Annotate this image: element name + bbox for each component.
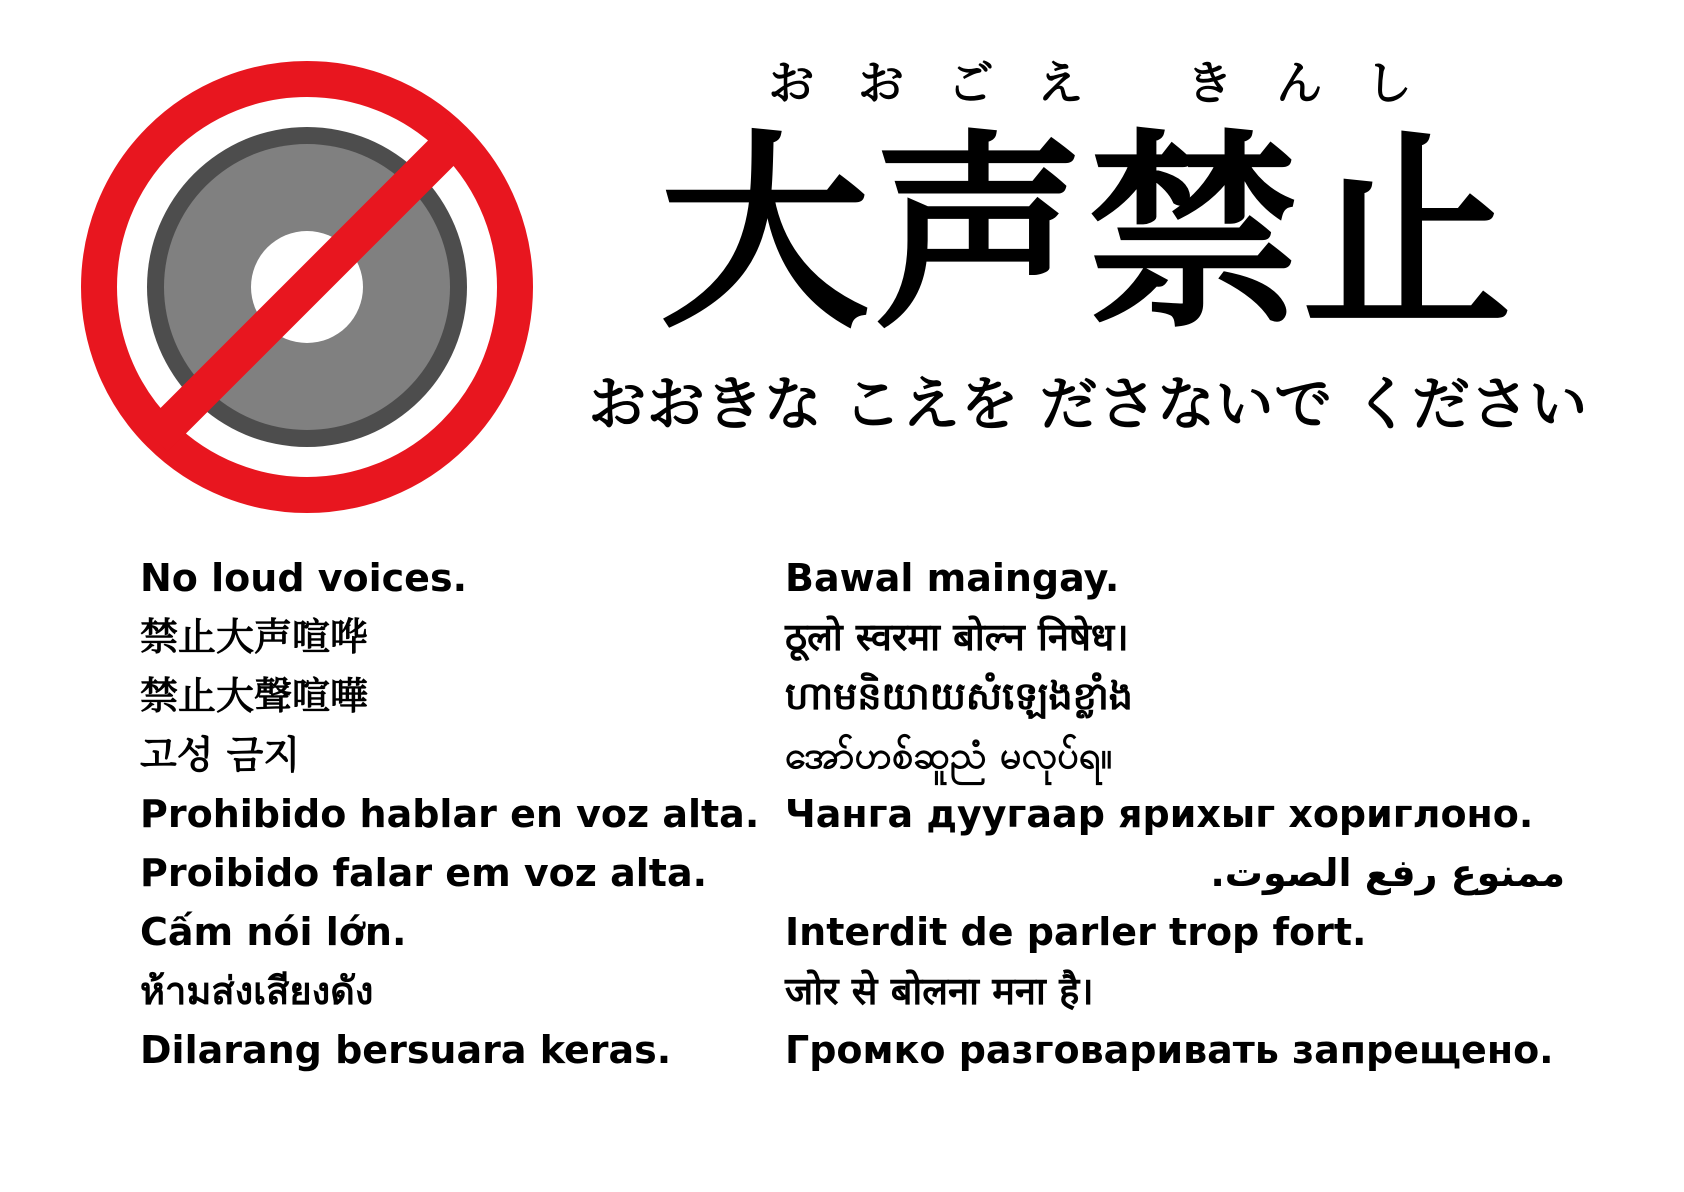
translation-line: Dilarang bersuara keras. (140, 1027, 672, 1072)
translation-line: 禁止大声喧哗 (140, 614, 369, 659)
translation-line: အော်ဟစ်ဆူညံ မလုပ်ရ။ (785, 732, 1113, 777)
japanese-text-area (548, 56, 1628, 438)
translation-line: Bawal maingay. (785, 555, 1120, 600)
translation-line: Cấm nói lớn. (140, 909, 407, 954)
translation-line: ممنوع رفع الصوت. (1210, 850, 1565, 895)
translation-line: 禁止大聲喧嘩 (140, 673, 369, 718)
translation-line: Громко разговаривать запрещено. (785, 1027, 1554, 1072)
translation-line: ហាមនិយាយសំឡេងខ្លាំង (785, 673, 1133, 718)
translations-column-left (140, 548, 760, 1079)
furigana-text: お お ご え き ん し (768, 56, 1426, 110)
translation-line: ห้ามส่งเสียงดัง (140, 968, 374, 1013)
japanese-subtitle: おおきな こえを ださないで ください (588, 369, 1588, 438)
japanese-headline: 大声禁止 (659, 112, 1517, 357)
translations-column-right (785, 548, 1565, 1079)
translation-line: ठूलो स्वरमा बोल्न निषेध। (785, 614, 1129, 659)
sign-header (0, 0, 1684, 520)
translations-block (0, 548, 1684, 1168)
translation-line: Чанга дуугаар ярихыг хориглоно. (785, 791, 1534, 836)
translation-line: No loud voices. (140, 555, 468, 600)
translation-line: Prohibido hablar en voz alta. (140, 791, 760, 836)
translation-line: Proibido falar em voz alta. (140, 850, 708, 895)
no-loud-voice-icon (72, 52, 542, 522)
translation-line: जोर से बोलना मना है। (785, 968, 1094, 1013)
translation-line: 고성 금지 (140, 732, 301, 777)
translation-line: Interdit de parler trop fort. (785, 909, 1367, 954)
